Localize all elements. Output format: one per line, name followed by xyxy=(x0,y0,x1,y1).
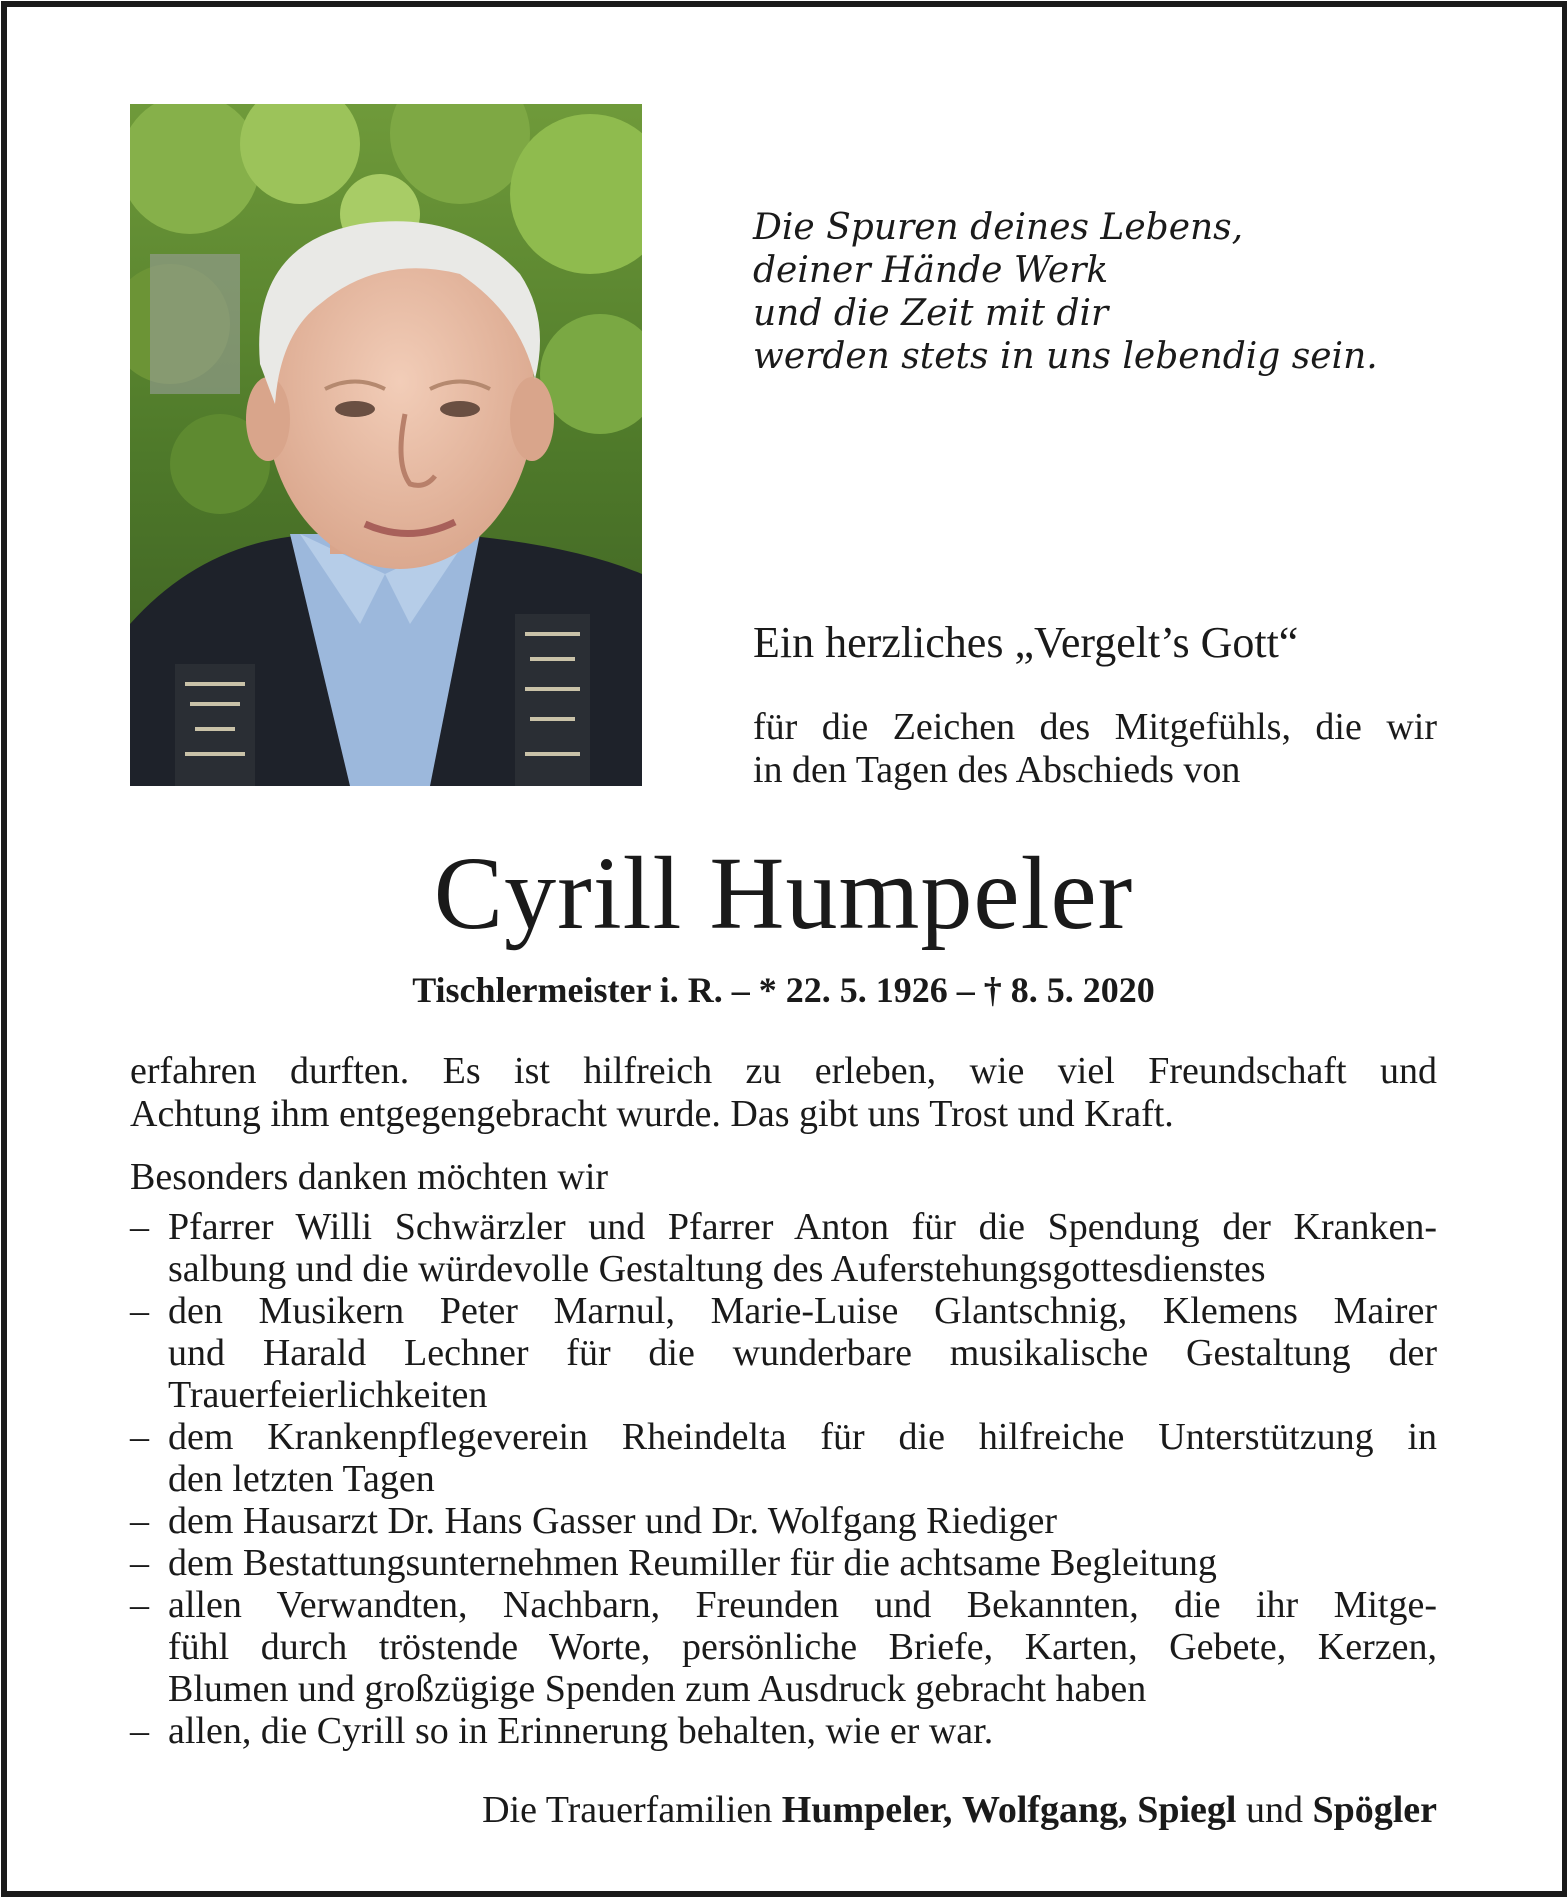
portrait-photo xyxy=(130,104,642,786)
thanks-heading: Ein herzliches „Vergelt’s Gott“ xyxy=(753,618,1299,667)
list-item xyxy=(130,1584,1437,1710)
signature-conjunction: und xyxy=(1245,1789,1303,1831)
dash-bullet: – xyxy=(130,1542,149,1584)
list-item-line: salbung und die würdevolle Gestaltung des Auferstehungsgottesdienstes xyxy=(168,1248,1266,1290)
dash-bullet: – xyxy=(130,1710,149,1752)
list-item xyxy=(130,1500,1437,1542)
family-name: Wolfgang, xyxy=(961,1789,1128,1831)
deceased-dates: Tischlermeister i. R. – * 22. 5. 1926 – † 8. 5. 2020 xyxy=(412,970,1155,1010)
list-item-line: Trauerfeierlichkeiten xyxy=(168,1374,488,1416)
poem-line: werden stets in uns lebendig sein. xyxy=(753,336,1378,377)
list-item xyxy=(130,1710,1437,1752)
intro-text xyxy=(753,706,1437,792)
poem-line: Die Spuren deines Lebens, xyxy=(753,207,1244,248)
family-name: Humpeler, xyxy=(781,1789,953,1831)
body-line: erfahren durften. Es ist hilfreich zu erleben, wie viel Freundschaft und xyxy=(130,1050,1437,1092)
body-paragraph xyxy=(130,1050,1437,1136)
dash-bullet: – xyxy=(130,1206,149,1248)
list-item-line: dem Krankenpflegeverein Rheindelta für die hilfreiche Unterstützung in xyxy=(168,1416,1437,1458)
list-item-line: fühl durch tröstende Worte, persönliche Briefe, Karten, Gebete, Kerzen, xyxy=(168,1626,1437,1668)
body-line: Achtung ihm entgegengebracht wurde. Das gibt uns Trost und Kraft. xyxy=(130,1093,1174,1135)
list-item-line: Pfarrer Willi Schwärzler und Pfarrer Anton für die Spendung der Kranken- xyxy=(168,1206,1437,1248)
intro-line: für die Zeichen des Mitgefühls, die wir xyxy=(753,706,1437,748)
dash-bullet: – xyxy=(130,1584,149,1626)
list-item xyxy=(130,1290,1437,1416)
deceased-name: Cyrill Humpeler xyxy=(433,836,1134,951)
list-item-line: und Harald Lechner für die wunderbare musikalische Gestaltung der xyxy=(168,1332,1437,1374)
list-item-line: allen, die Cyrill so in Erinnerung behalten, wie er war. xyxy=(168,1710,994,1752)
dash-bullet: – xyxy=(130,1290,149,1332)
list-item-line: Blumen und großzügige Spenden zum Ausdruck gebracht haben xyxy=(168,1668,1147,1710)
list-item-line: dem Hausarzt Dr. Hans Gasser und Dr. Wolfgang Riediger xyxy=(168,1500,1058,1542)
dash-bullet: – xyxy=(130,1500,149,1542)
memorial-poem xyxy=(753,206,1378,378)
family-name: Spiegl xyxy=(1137,1789,1237,1831)
signature-line xyxy=(482,1788,1437,1832)
list-item-line: den letzten Tagen xyxy=(168,1458,435,1500)
poem-line: deiner Hände Werk xyxy=(753,250,1109,291)
list-item xyxy=(130,1416,1437,1500)
poem-line: und die Zeit mit dir xyxy=(753,293,1109,334)
list-item-line: allen Verwandten, Nachbarn, Freunden und Bekannten, die ihr Mitge- xyxy=(168,1584,1437,1626)
dash-bullet: – xyxy=(130,1416,149,1458)
list-item-line: dem Bestattungsunternehmen Reumiller für die achtsame Begleitung xyxy=(168,1542,1217,1584)
list-item xyxy=(130,1542,1437,1584)
signature-prefix: Die Trauerfamilien xyxy=(482,1789,773,1831)
list-item xyxy=(130,1206,1437,1290)
intro-line: in den Tagen des Abschieds von xyxy=(753,749,1241,791)
list-item-line: den Musikern Peter Marnul, Marie-Luise Glantschnig, Klemens Mairer xyxy=(168,1290,1437,1332)
family-name: Spögler xyxy=(1312,1789,1437,1831)
thanks-list xyxy=(130,1206,1437,1752)
thanks-lead: Besonders danken möchten wir xyxy=(130,1156,609,1198)
